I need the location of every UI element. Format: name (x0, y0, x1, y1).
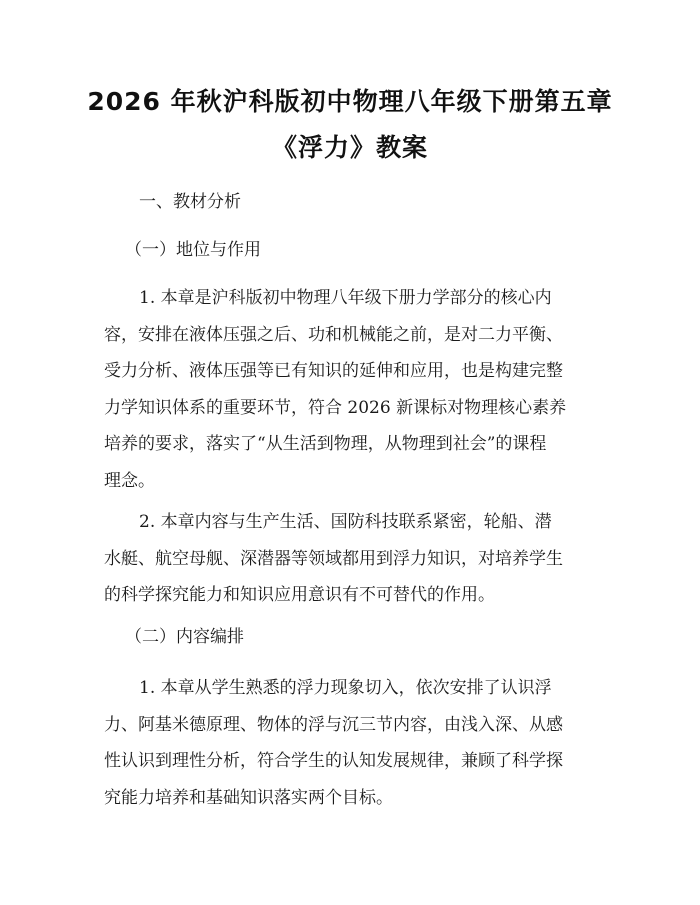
paragraph-line: 容，安排在液体压强之后、功和机械能之前，是对二力平衡、 (104, 324, 563, 345)
paragraph-1 (104, 286, 604, 505)
paragraph-line: 究能力培养和基础知识落实两个目标。 (104, 787, 393, 808)
section-heading-textbook-analysis: 一、教材分析 (139, 192, 241, 212)
paragraph-line: 受力分析、液体压强等已有知识的延伸和应用，也是构建完整 (104, 361, 563, 381)
document-title-line-2: 《浮力》教案 (271, 133, 428, 162)
paragraph-line: 1. 本章是沪科版初中物理八年级下册力学部分的核心内 (139, 288, 552, 308)
paragraph-line: 理念。 (104, 470, 155, 491)
paragraph-line: 水艇、航空母舰、深潜器等领域都用到浮力知识，对培养学生 (104, 548, 563, 569)
subsection-heading-position-and-role: （一）地位与作用 (125, 240, 261, 260)
paragraph-line: 的科学探究能力和知识应用意识有不可替代的作用。 (104, 585, 495, 605)
paragraph-line: 力、阿基米德原理、物体的浮与沉三节内容，由浅入深、从感 (104, 714, 563, 735)
subsection-heading-content-arrangement: （二）内容编排 (125, 627, 244, 647)
paragraph-line: 1. 本章从学生熟悉的浮力现象切入，依次安排了认识浮 (139, 678, 552, 698)
paragraph-line: 2. 本章内容与生产生活、国防科技联系紧密，轮船、潜 (139, 512, 552, 532)
paragraph-2 (104, 510, 604, 620)
document-title-line-1: 2026 年秋沪科版初中物理八年级下册第五章 (87, 87, 613, 116)
paragraph-line: 力学知识体系的重要环节，符合 2026 新课标对物理核心素养 (104, 397, 567, 418)
paragraph-line: 性认识到理性分析，符合学生的认知发展规律，兼顾了科学探 (104, 751, 563, 771)
paragraph-line: 培养的要求，落实了“从生活到物理，从物理到社会”的课程 (104, 434, 547, 454)
paragraph-3 (104, 676, 604, 822)
